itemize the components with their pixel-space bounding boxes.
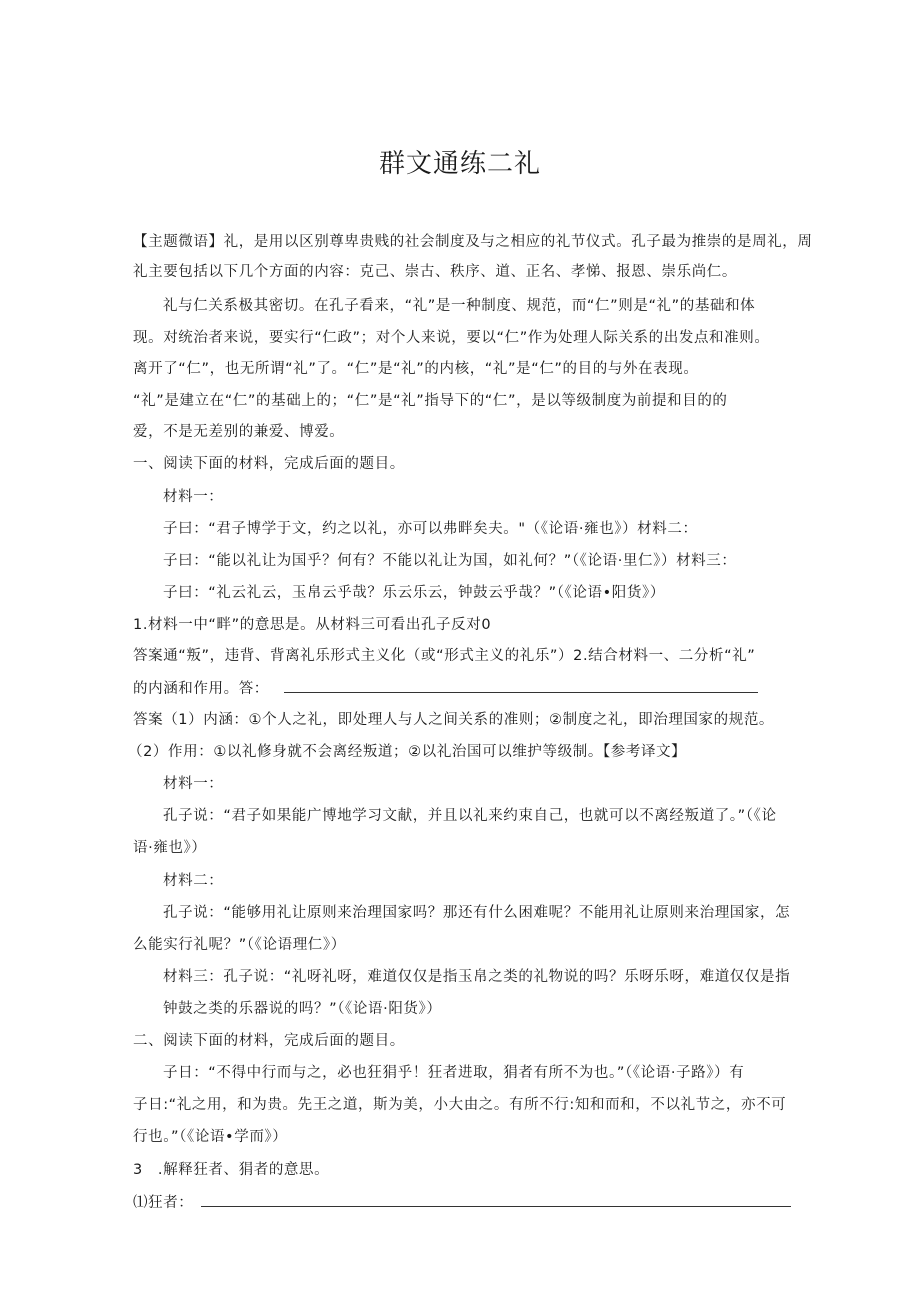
- translation-2-label: 材料二：: [163, 873, 224, 889]
- answer-blank-line: [201, 1192, 791, 1207]
- section-2-text-3: 行也。”（《论语•学而》）: [133, 1129, 288, 1145]
- answer-1: 答案通“叛”，违背、背离礼乐形式主义化（或“形式主义的礼乐”）2.结合材料一、二分析“礼”: [133, 648, 756, 664]
- intro-line-4: 现。对统治者来说，要实行“仁政”；对个人来说，要以“仁”作为处理人际关系的出发点和准则。: [133, 330, 770, 346]
- question-3-part-1: [133, 1192, 791, 1213]
- answer-2-function: （2）作用：①以礼修身就不会离经叛道；②以礼治国可以维护等级制。【参考译文】: [128, 744, 687, 760]
- answer-2-meaning: 答案（1）内涵：①个人之礼，即处理人与人之间关系的准则；②制度之礼，即治理国家的规范。: [133, 712, 775, 728]
- section-2-text-2: 子日:“礼之用，和为贵。先王之道，斯为美，小大由之。有所不行:知和而和，不以礼节之，亦不可: [133, 1097, 787, 1113]
- intro-line-3: 礼与仁关系极其密切。在孔子看来，“礼”是一种制度、规范，而“仁”则是“礼”的基础和体: [163, 298, 756, 314]
- translation-1-label: 材料一：: [163, 776, 224, 792]
- intro-line-6: “礼”是建立在“仁”的基础上的；“仁”是“礼”指导下的“仁”，是以等级制度为前提和目的的: [133, 393, 728, 409]
- material-2-text: 子曰：“能以礼让为国乎？何有？不能以礼让为国，如礼何？”（《论语·里仁》）材料三：: [163, 553, 737, 569]
- question-3: 3 .解释狂者、狷者的意思。: [133, 1162, 330, 1178]
- translation-2-line-1: 孔子说：“能够用礼让原则来治理国家吗？那还有什么困难呢？不能用礼让原则来治理国家，怎: [163, 905, 791, 921]
- intro-line-2: 礼主要包括以下几个方面的内容：克己、崇古、秩序、道、正名、孝悌、报恩、崇乐尚仁。: [133, 264, 737, 280]
- material-3-text: 子曰：“礼云礼云，玉帛云乎哉？乐云乐云，钟鼓云乎哉？”（《论语•阳货》）: [163, 585, 665, 601]
- question-3-part-1-label: ⑴狂者：: [133, 1195, 194, 1211]
- answer-blank-line: [284, 678, 758, 693]
- translation-1-line-2: 语·雍也》）: [133, 840, 207, 856]
- section-2-text-1: 子日：“不得中行而与之，必也狂狷乎！狂者进取，狷者有所不为也。”（《论语·子路》）有: [163, 1065, 745, 1081]
- question-1: 1.材料一中“畔”的意思是。从材料三可看出孔子反对0: [133, 617, 492, 633]
- page-title: 群文通练二礼: [378, 149, 541, 179]
- material-1-text: 子曰：“君子博学于文，约之以礼，亦可以弗畔矣夫。"（《论语·雍也》）材料二：: [163, 521, 698, 537]
- translation-3-line-2: 钟鼓之类的乐器说的吗？”（《论语·阳货》）: [163, 1001, 442, 1017]
- section-1-heading: 一、阅读下面的材料，完成后面的题目。: [133, 456, 405, 472]
- material-1-label: 材料一：: [163, 489, 224, 505]
- translation-2-line-2: 么能实行礼呢？”（《论语理仁》）: [133, 937, 346, 953]
- intro-line-5: 离开了“仁”，也无所谓“礼”了。“仁”是“礼”的内核，“礼”是“仁”的目的与外在表现。: [133, 361, 699, 377]
- section-2-heading: 二、阅读下面的材料，完成后面的题目。: [133, 1033, 405, 1049]
- translation-3-line-1: 材料三：孔子说：“礼呀礼呀，难道仅仅是指玉帛之类的礼物说的吗？乐呀乐呀，难道仅仅是指: [163, 969, 791, 985]
- question-2: [133, 678, 758, 699]
- question-2-text: 的内涵和作用。答：: [133, 681, 269, 697]
- intro-line-1: 【主题微语】礼，是用以区别尊卑贵贱的社会制度及与之相应的礼节仪式。孔子最为推崇的是周礼，周: [133, 234, 813, 250]
- translation-1-line-1: 孔子说：“君子如果能广博地学习文献，并且以礼来约束自己，也就可以不离经叛道了。”（《论: [163, 808, 777, 824]
- intro-line-7: 爱，不是无差别的兼爱、博爱。: [133, 424, 345, 440]
